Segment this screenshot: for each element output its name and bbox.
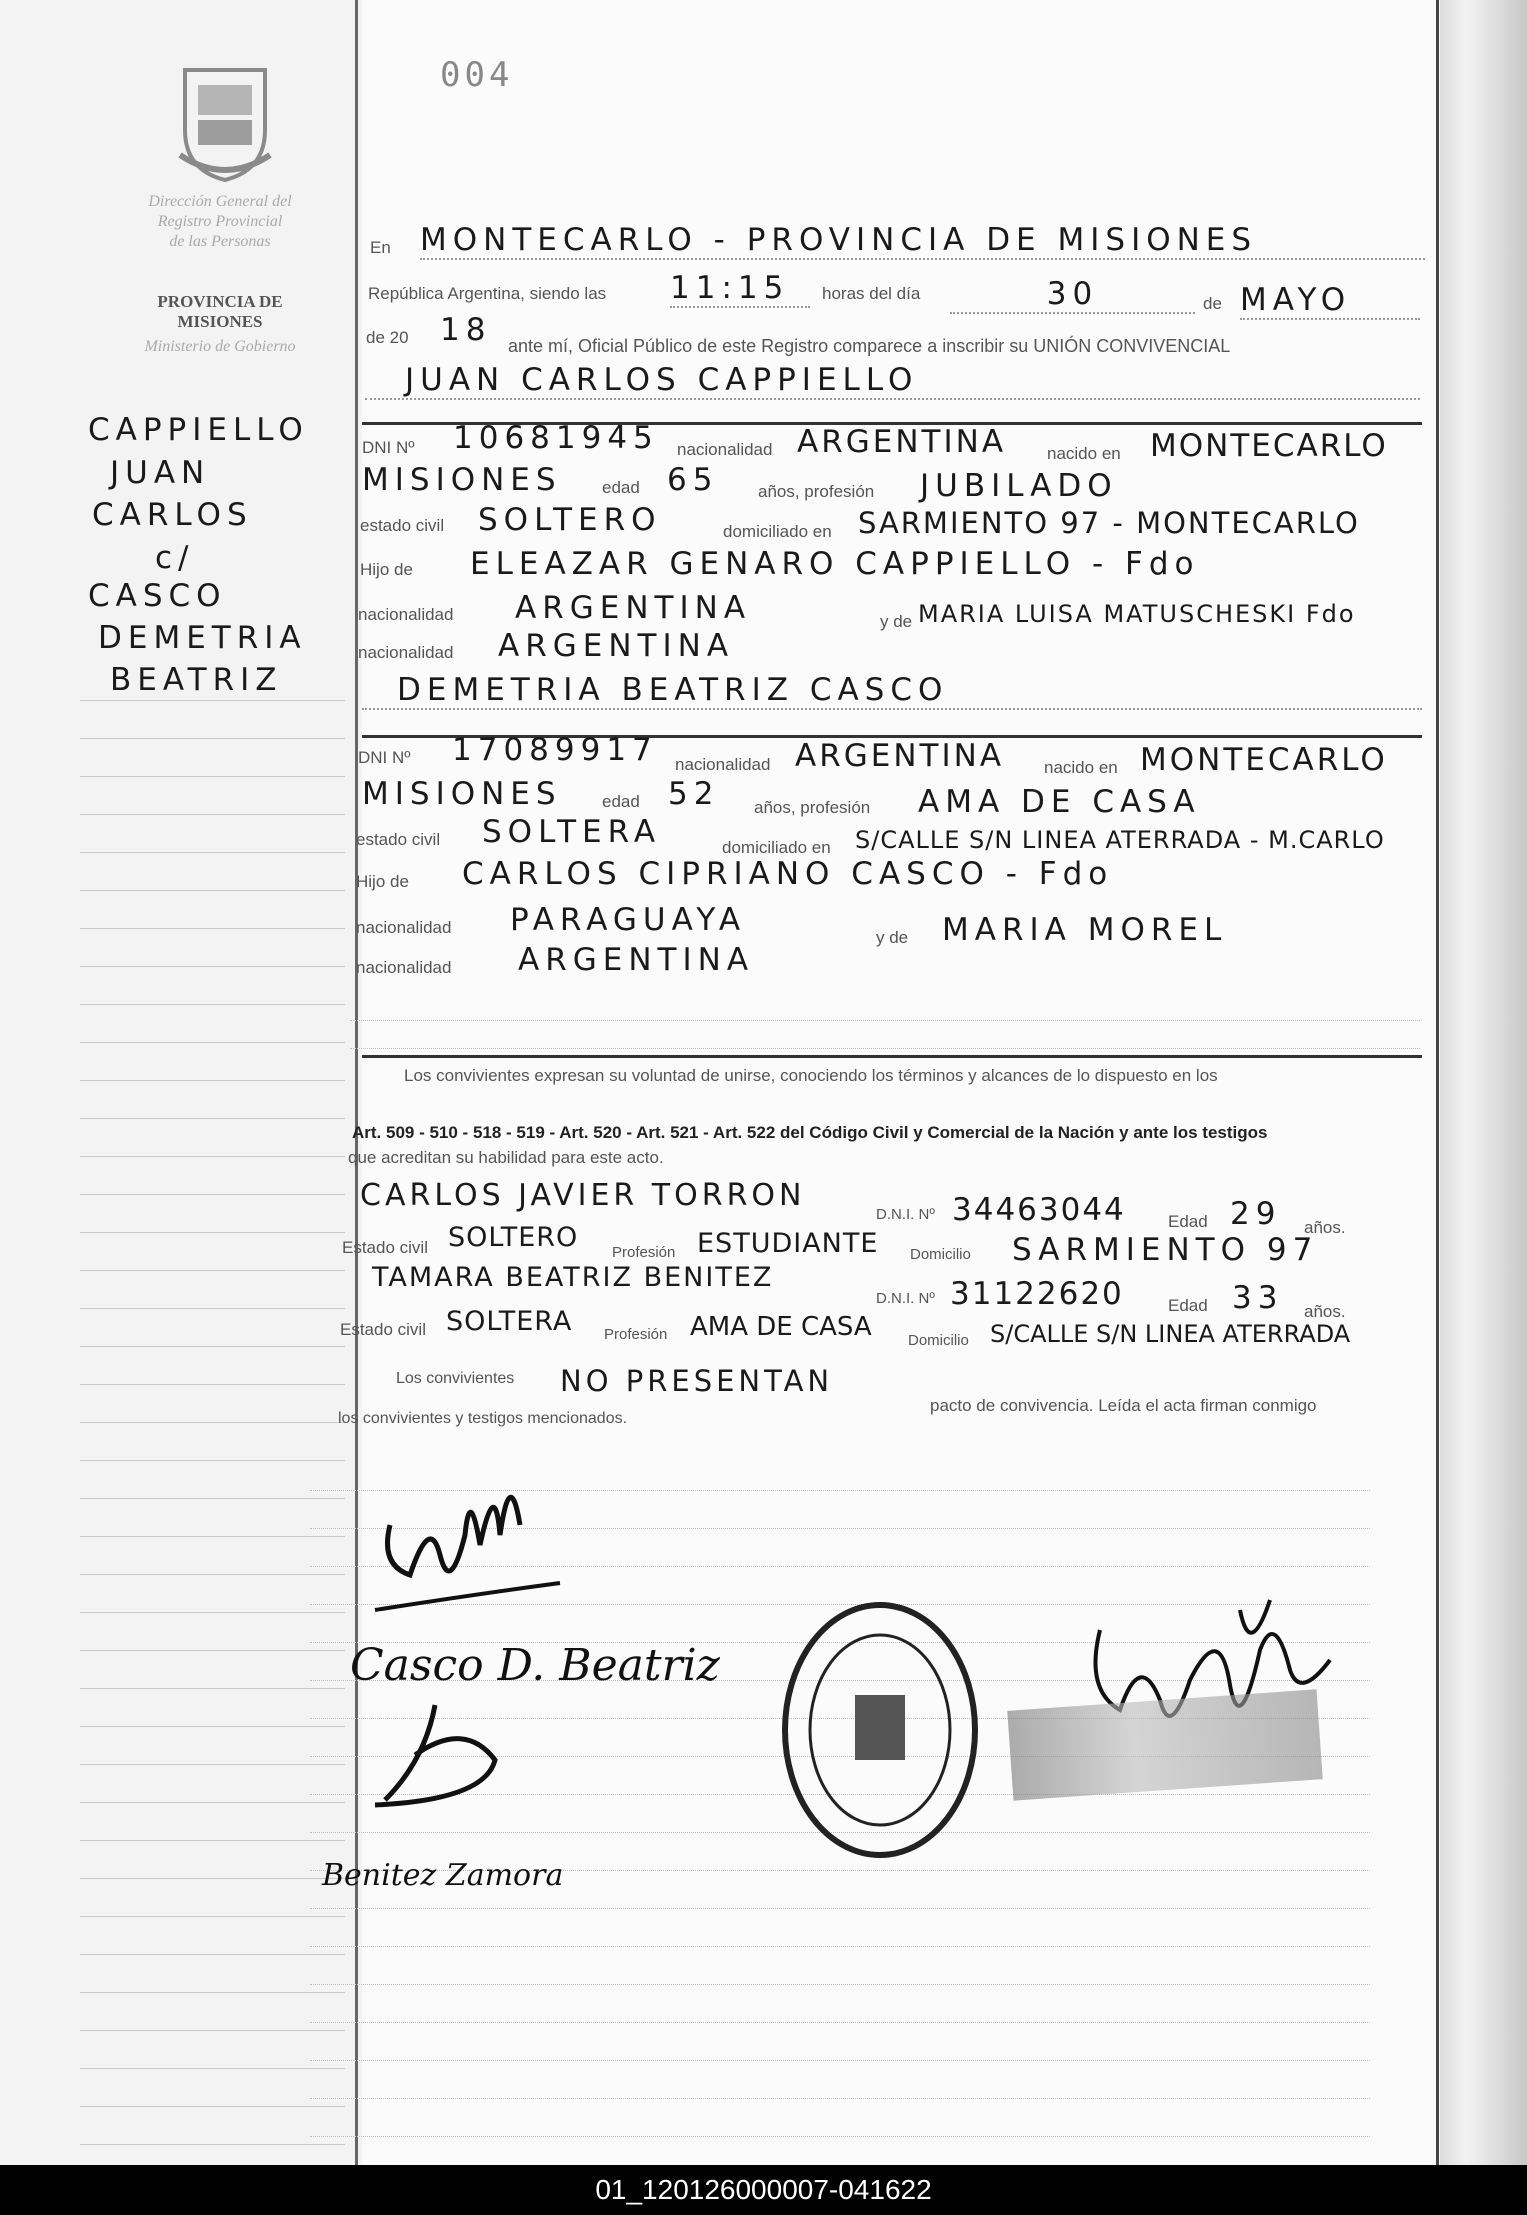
margin-ruled-line <box>80 1346 345 1347</box>
page-number: 004 <box>440 55 514 95</box>
day-field: 30 <box>950 276 1195 314</box>
person1-nationality: ARGENTINA <box>797 424 1007 460</box>
province-name: PROVINCIA DE MISIONES <box>157 292 283 331</box>
margin-ruled-line <box>80 2068 345 2069</box>
person1-civil-status: SOLTERO <box>478 502 662 538</box>
section-rule <box>362 1055 1422 1058</box>
place-field: MONTECARLO - PROVINCIA DE MISIONES <box>420 222 1425 260</box>
body-ruled-line <box>350 1048 1420 1049</box>
label-witness-domicilio: Domicilio <box>908 1332 969 1349</box>
witness1-civil-status: SOLTERO <box>448 1222 579 1253</box>
witness1-name: CARLOS JAVIER TORRON <box>360 1178 806 1213</box>
witness2-civil-status: SOLTERA <box>446 1306 573 1337</box>
margin-ruled-line <box>80 1916 345 1917</box>
margin-ruled-line <box>80 2030 345 2031</box>
person2-nationality: ARGENTINA <box>795 738 1005 774</box>
witness2-dni: 31122620 <box>950 1276 1124 1312</box>
declaration-line: Los convivientes expresan su voluntad de unirse, conociendo los términos y alcances de lo dispuesto en los <box>404 1066 1218 1085</box>
margin-ruled-line <box>80 852 345 853</box>
label-witness-profesion: Profesión <box>612 1244 676 1261</box>
person2-mother-nationality: ARGENTINA <box>518 942 755 978</box>
body-ruled-line <box>350 1020 1420 1021</box>
margin-ruled-line <box>80 966 345 967</box>
person1-mother-nationality: ARGENTINA <box>498 628 735 664</box>
label-nacionalidad: nacionalidad <box>358 605 454 624</box>
label-dni: DNI Nº <box>362 438 415 457</box>
witness2-profession: AMA DE CASA <box>690 1312 872 1342</box>
label-sentence: ante mí, Oficial Público de este Registro comparece a inscribir su UNIÓN CONVIVENCIAL <box>508 336 1231 356</box>
label-witness-anos: años. <box>1304 1302 1346 1321</box>
margin-ruled-line <box>80 776 345 777</box>
margin-ruled-line <box>80 1270 345 1271</box>
label-edad: edad <box>602 792 640 811</box>
label-pacto: pacto de convivencia. Leída el acta firman conmigo <box>930 1396 1317 1415</box>
label-republica: República Argentina, siendo las <box>368 284 607 303</box>
label-nacionalidad: nacionalidad <box>677 440 773 459</box>
label-domiciliado: domiciliado en <box>723 522 832 541</box>
label-hijo-de: Hijo de <box>360 560 413 579</box>
margin-ruled-line <box>80 1650 345 1651</box>
person2-civil-status: SOLTERA <box>482 814 662 850</box>
person1-profession: JUBILADO <box>920 468 1118 504</box>
signature-1 <box>370 1455 570 1620</box>
body-ruled-line <box>310 2136 1370 2137</box>
margin-ruled-line <box>80 1802 345 1803</box>
margin-ruled-line <box>80 1688 345 1689</box>
label-witness-anos: años. <box>1304 1218 1346 1237</box>
margin-ruled-line <box>80 1080 345 1081</box>
margin-ruled-line <box>80 1422 345 1423</box>
witness1-age: 29 <box>1230 1196 1282 1232</box>
margin-note-line: CAPPIELLO <box>88 412 309 448</box>
margin-note-line: DEMETRIA <box>98 620 307 656</box>
margin-ruled-line <box>80 2106 345 2107</box>
person2-name-header: DEMETRIA BEATRIZ CASCO <box>362 672 1422 710</box>
margin-note-line: JUAN <box>110 455 211 491</box>
right-border <box>1436 0 1439 2165</box>
year-field: 18 <box>440 312 492 348</box>
official-seal-stamp <box>1007 1689 1323 1800</box>
margin-divider <box>355 0 358 2165</box>
margin-ruled-line <box>80 1878 345 1879</box>
person1-address: SARMIENTO 97 - MONTECARLO <box>858 506 1360 540</box>
signature-casco: Casco D. Beatriz <box>350 1640 720 1691</box>
declaration-line: que acreditan su habilidad para este acto. <box>348 1148 664 1167</box>
person2-dni: 17089917 <box>452 732 658 768</box>
label-nacionalidad: nacionalidad <box>358 643 454 662</box>
person2-birthplace2: MISIONES <box>362 776 562 812</box>
body-ruled-line <box>310 2060 1370 2061</box>
label-estado-civil: estado civil <box>360 516 445 535</box>
witness1-dni: 34463044 <box>952 1192 1126 1228</box>
margin-ruled-line <box>80 1840 345 1841</box>
margin-ruled-line <box>80 1308 345 1309</box>
declaration-line: Art. 509 - 510 - 518 - 519 - Art. 520 - Art. 521 - Art. 522 del Código Civil y Comercial de la Nación y ante los testigos <box>352 1123 1268 1142</box>
margin-note-line: BEATRIZ <box>110 662 283 698</box>
label-witness-dni: D.N.I. Nº <box>876 1290 935 1307</box>
person2-profession: AMA DE CASA <box>918 784 1201 820</box>
body-ruled-line <box>310 2098 1370 2099</box>
label-en: En <box>370 238 391 257</box>
margin-ruled-line <box>80 928 345 929</box>
label-anos: años, profesión <box>754 798 871 817</box>
person1-name-header: JUAN CARLOS CAPPIELLO <box>365 362 1420 400</box>
margin-note-line: c/ <box>155 540 195 576</box>
margin-ruled-line <box>80 1232 345 1233</box>
label-y-de: y de <box>880 612 913 631</box>
label-domiciliado: domiciliado en <box>722 838 831 857</box>
person1-father-nationality: ARGENTINA <box>515 590 752 626</box>
right-edge-shadow <box>1440 0 1527 2165</box>
witness2-age: 33 <box>1232 1280 1284 1316</box>
person1-dni: 10681945 <box>453 420 659 456</box>
label-witness-profesion: Profesión <box>604 1326 668 1343</box>
margin-ruled-line <box>80 1118 345 1119</box>
person2-father: CARLOS CIPRIANO CASCO - Fdo <box>462 856 1114 892</box>
margin-ruled-line <box>80 1156 345 1157</box>
label-nacionalidad: nacionalidad <box>675 755 771 774</box>
margin-ruled-line <box>80 738 345 739</box>
person1-birthplace: MONTECARLO <box>1150 428 1388 464</box>
person2-father-nationality: PARAGUAYA <box>510 902 747 938</box>
label-witness-estado: Estado civil <box>340 1320 426 1339</box>
label-estado-civil: estado civil <box>356 830 441 849</box>
label-convivientes: Los convivientes <box>396 1370 515 1387</box>
label-horas: horas del día <box>822 284 921 303</box>
margin-ruled-line <box>80 1042 345 1043</box>
margin-ruled-line <box>80 1992 345 1993</box>
label-nacido-en: nacido en <box>1047 444 1121 463</box>
margin-ruled-line <box>80 1612 345 1613</box>
margin-ruled-line <box>80 1954 345 1955</box>
label-year-prefix: de 20 <box>366 328 409 347</box>
margin-ruled-line <box>80 1004 345 1005</box>
margin-ruled-line <box>80 1460 345 1461</box>
witness1-address: SARMIENTO 97 <box>1012 1232 1319 1268</box>
label-testigos: los convivientes y testigos mencionados. <box>338 1410 628 1427</box>
label-edad: edad <box>602 478 640 497</box>
person1-age: 65 <box>667 462 719 498</box>
margin-ruled-line <box>80 1384 345 1385</box>
label-hijo-de: Hijo de <box>356 872 409 891</box>
footer-barcode-label: 01_120126000007-041622 <box>0 2165 1527 2215</box>
body-ruled-line <box>310 1984 1370 1985</box>
pact-field: NO PRESENTAN <box>560 1364 834 1398</box>
margin-ruled-line <box>80 700 345 701</box>
official-stamp-icon <box>775 1595 985 1865</box>
person2-address: S/CALLE S/N LINEA ATERRADA - M.CARLO <box>855 826 1385 854</box>
body-ruled-line <box>310 1946 1370 1947</box>
margin-ruled-line <box>80 1536 345 1537</box>
margin-note-line: CASCO <box>88 578 227 614</box>
person2-mother: MARIA MOREL <box>942 912 1228 948</box>
ministry-name: Ministerio de Gobierno <box>144 338 296 355</box>
signature-benitez: Benitez Zamora <box>322 1858 564 1893</box>
witness2-address: S/CALLE S/N LINEA ATERRADA <box>990 1320 1351 1348</box>
signature-2 <box>365 1700 525 1810</box>
label-witness-estado: Estado civil <box>342 1238 428 1257</box>
person1-birthplace2: MISIONES <box>362 462 562 498</box>
label-nacionalidad: nacionalidad <box>356 958 452 977</box>
label-y-de: y de <box>876 928 909 947</box>
label-dni: DNI Nº <box>358 748 411 767</box>
person2-age: 52 <box>668 776 720 812</box>
margin-ruled-line <box>80 1764 345 1765</box>
margin-note-line: CARLOS <box>92 497 253 533</box>
person2-birthplace: MONTECARLO <box>1140 742 1388 778</box>
label-nacionalidad: nacionalidad <box>356 918 452 937</box>
person1-mother: MARIA LUISA MATUSCHESKI Fdo <box>918 600 1356 628</box>
label-nacido-en: nacido en <box>1044 758 1118 777</box>
margin-ruled-line <box>80 814 345 815</box>
institution-name: Dirección General del Registro Provincial de las Personas <box>148 193 292 250</box>
body-ruled-line <box>310 2022 1370 2023</box>
margin-ruled-line <box>80 1574 345 1575</box>
label-de: de <box>1203 294 1222 313</box>
label-witness-edad: Edad <box>1168 1296 1208 1315</box>
label-witness-domicilio: Domicilio <box>910 1246 971 1263</box>
hour-field: 11:15 <box>670 270 810 308</box>
label-witness-edad: Edad <box>1168 1212 1208 1231</box>
margin-ruled-line <box>80 890 345 891</box>
margin-ruled-line <box>80 1194 345 1195</box>
witness2-name: TAMARA BEATRIZ BENITEZ <box>372 1262 774 1293</box>
coat-of-arms-icon <box>170 60 280 185</box>
person1-father: ELEAZAR GENARO CAPPIELLO - Fdo <box>470 546 1200 582</box>
label-witness-dni: D.N.I. Nº <box>876 1206 935 1223</box>
margin-ruled-line <box>80 1726 345 1727</box>
body-ruled-line <box>310 1908 1370 1909</box>
margin-ruled-line <box>80 1498 345 1499</box>
witness1-profession: ESTUDIANTE <box>697 1228 879 1259</box>
month-field: MAYO <box>1240 282 1420 320</box>
margin-ruled-line <box>80 2144 345 2145</box>
label-anos: años, profesión <box>758 482 875 501</box>
